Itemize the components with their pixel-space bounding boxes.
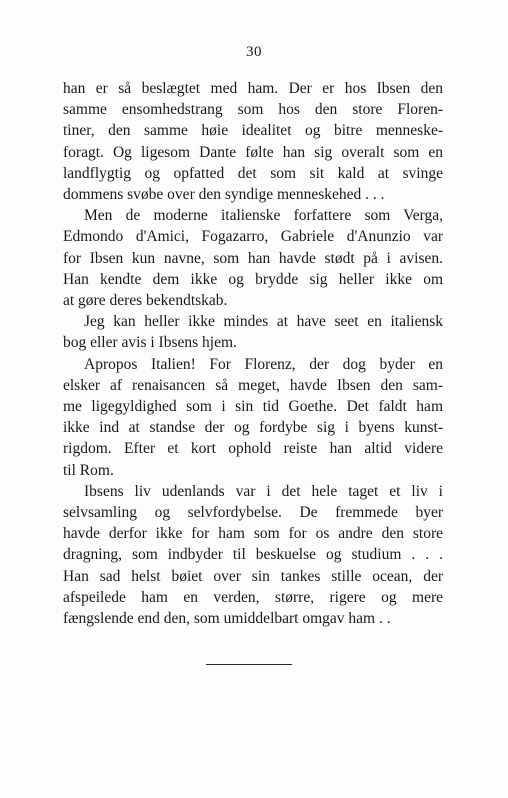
text-line: Han kendte dem ikke og brydde sig heller ikke om (63, 270, 443, 288)
text-line: me ligegyldighed som i sin tid Goethe. Det faldt ham (63, 398, 443, 416)
text-line: Men de moderne italienske forfattere som Verga, (84, 207, 443, 225)
text-line: ikke ind at standse der og fordybe sig i byens kunst- (63, 419, 443, 437)
text-line: afspeilede ham en verden, større, rigere og mere (63, 588, 443, 606)
paragraph-1 (63, 78, 443, 205)
text-line: elsker af renaisancen så meget, havde Ibsen den sam- (63, 376, 443, 394)
text-line: landflygtig og opfatted det som sit kald at svinge (63, 164, 443, 182)
text-line: han er så beslægtet med ham. Der er hos Ibsen den (63, 80, 443, 97)
text-line: Edmondo d'Amici, Fogazarro, Gabriele d'Anunzio var (63, 228, 443, 246)
text-line: dragning, som indbyder til beskuelse og studium . . . (63, 546, 443, 564)
text-line: Apropos Italien! For Florenz, der dog byder en (84, 355, 443, 373)
text-line: rigdom. Efter et kort ophold reiste han altid videre (63, 440, 443, 458)
text-line: Jeg kan heller ikke mindes at have seet en italiensk (84, 313, 443, 331)
text-line: Ibsens liv udenlands var i det hele taget et liv i (84, 482, 443, 500)
paragraph-5 (63, 481, 443, 629)
paragraph-4 (63, 354, 443, 481)
text-line: at gøre deres bekendtskab. (63, 292, 228, 310)
page-number: 30 (246, 44, 262, 60)
text-line: fængslende end den, som umiddelbart omgav ham . . (63, 610, 391, 628)
text-line: havde derfor ikke for ham som for os andre den store (63, 525, 443, 543)
text-line: til Rom. (63, 461, 114, 479)
text-line: foragt. Og ligesom Dante følte han sig overalt som en (63, 143, 443, 161)
text-line: samme ensomhedstrang som hos den store Floren- (63, 101, 443, 119)
text-line: for Ibsen kun navne, som han havde stødt på i avisen. (63, 249, 443, 267)
paragraph-3 (63, 311, 443, 353)
body-text (63, 78, 443, 629)
paragraph-2 (63, 205, 443, 311)
section-divider (206, 664, 292, 665)
text-line: dommens svøbe over den syndige menneskehed . . . (63, 186, 385, 204)
text-line: tiner, den samme høie idealitet og bitre menneske- (63, 122, 443, 140)
text-line: bog eller avis i Ibsens hjem. (63, 334, 237, 352)
text-line: Han sad helst bøiet over sin tankes stille ocean, der (63, 567, 443, 585)
text-line: selvsamling og selvfordybelse. De fremmede byer (63, 504, 443, 522)
